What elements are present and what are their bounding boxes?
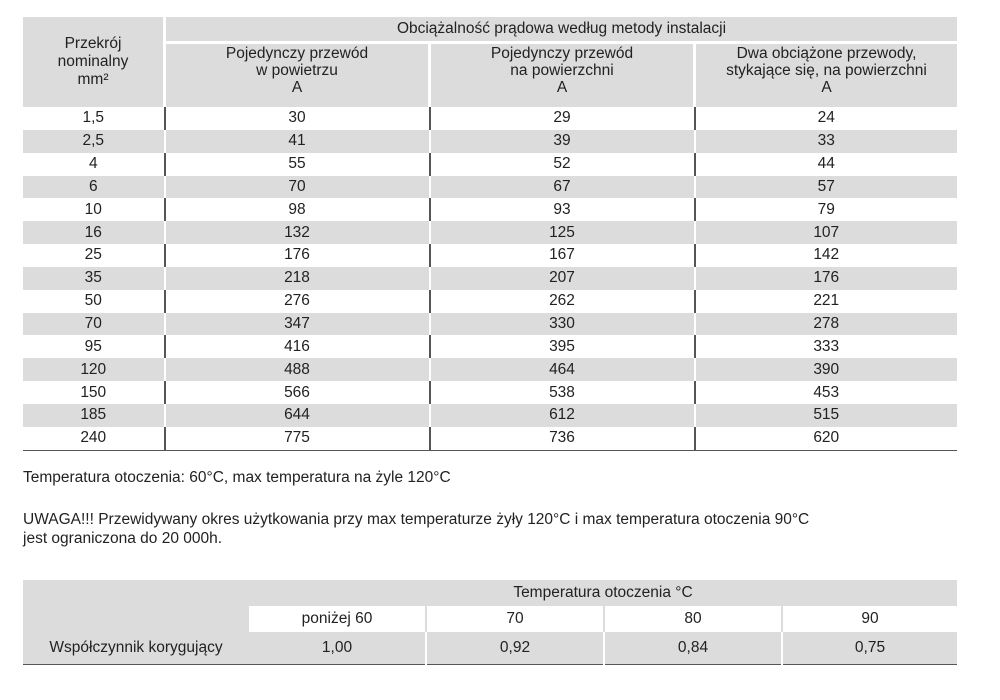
cross-section-cell: 120 bbox=[23, 358, 165, 381]
current-cell: 41 bbox=[165, 130, 430, 153]
current-cell: 278 bbox=[695, 313, 958, 336]
table-row bbox=[23, 107, 957, 130]
factor-value: 1,00 bbox=[249, 632, 426, 665]
current-cell: 176 bbox=[695, 267, 958, 290]
current-cell: 70 bbox=[165, 176, 430, 199]
current-cell: 464 bbox=[430, 358, 695, 381]
current-cell: 262 bbox=[430, 290, 695, 313]
current-cell: 515 bbox=[695, 404, 958, 427]
current-cell: 52 bbox=[430, 153, 695, 176]
table-row bbox=[23, 153, 957, 176]
current-cell: 775 bbox=[165, 427, 430, 450]
table-row bbox=[23, 404, 957, 427]
size-header: Przekrój nominalny mm² bbox=[23, 17, 165, 107]
current-cell: 736 bbox=[430, 427, 695, 450]
current-cell: 57 bbox=[695, 176, 958, 199]
method-surface-header: Pojedynczy przewód na powierzchni A bbox=[430, 43, 695, 108]
table-row bbox=[23, 335, 957, 358]
factor-value: 0,75 bbox=[782, 632, 957, 665]
cross-section-cell: 6 bbox=[23, 176, 165, 199]
current-cell: 107 bbox=[695, 221, 958, 244]
current-cell: 620 bbox=[695, 427, 958, 450]
table-row bbox=[23, 130, 957, 153]
current-cell: 79 bbox=[817, 200, 835, 218]
current-cell: 390 bbox=[695, 358, 958, 381]
current-cell: 98 bbox=[165, 198, 430, 221]
table-row bbox=[23, 198, 957, 221]
current-cell: 612 bbox=[430, 404, 695, 427]
current-cell: 44 bbox=[817, 155, 835, 173]
table-row bbox=[23, 221, 957, 244]
temp-header: 70 bbox=[426, 606, 604, 632]
method-air-header: Pojedynczy przewód w powietrzu A bbox=[165, 43, 430, 108]
warning-note bbox=[23, 510, 809, 548]
cross-section-cell: 70 bbox=[23, 313, 165, 336]
current-cell: 218 bbox=[165, 267, 430, 290]
current-cell: 207 bbox=[430, 267, 695, 290]
current-cell: 125 bbox=[430, 221, 695, 244]
factor-value: 0,84 bbox=[604, 632, 782, 665]
current-cell: 24 bbox=[817, 109, 835, 127]
current-cell: 644 bbox=[165, 404, 430, 427]
current-cell: 395 bbox=[430, 335, 695, 358]
current-cell: 93 bbox=[430, 198, 695, 221]
current-cell: 67 bbox=[430, 176, 695, 199]
current-capacity-table bbox=[23, 17, 957, 451]
cross-section-cell: 1,5 bbox=[23, 107, 165, 130]
cross-section-cell: 4 bbox=[23, 153, 165, 176]
warning-line-2: jest ograniczona do 20 000h. bbox=[23, 530, 223, 547]
cross-section-cell: 16 bbox=[23, 221, 165, 244]
corner-cell bbox=[23, 580, 249, 632]
current-cell: 330 bbox=[430, 313, 695, 336]
temp-header: 90 bbox=[782, 606, 957, 632]
table-row bbox=[23, 244, 957, 267]
table-body bbox=[23, 107, 957, 450]
ambient-temperature-header: Temperatura otoczenia °C bbox=[249, 580, 957, 606]
current-cell: 453 bbox=[813, 383, 840, 401]
current-cell: 29 bbox=[430, 107, 695, 130]
current-cell: 39 bbox=[430, 130, 695, 153]
ambient-temperature-note: Temperatura otoczenia: 60°C, max temperatura na żyle 120°C bbox=[23, 469, 451, 486]
installation-method-header: Obciążalność prądowa według metody instalacji bbox=[165, 17, 958, 43]
temp-header: 80 bbox=[604, 606, 782, 632]
table-row bbox=[23, 427, 957, 450]
cross-section-cell: 240 bbox=[23, 427, 165, 450]
cross-section-cell: 150 bbox=[23, 381, 165, 404]
table-row bbox=[23, 313, 957, 336]
temp-header: poniżej 60 bbox=[249, 606, 426, 632]
warning-line-1: UWAGA!!! Przewidywany okres użytkowania przy max temperaturze żyły 120°C i max temperatura otoczenia 90°C bbox=[23, 511, 810, 528]
cross-section-cell: 10 bbox=[23, 198, 165, 221]
current-cell: 538 bbox=[430, 381, 695, 404]
cross-section-cell: 35 bbox=[23, 267, 165, 290]
cross-section-cell: 25 bbox=[23, 244, 165, 267]
current-cell: 566 bbox=[165, 381, 430, 404]
cross-section-cell: 2,5 bbox=[23, 130, 165, 153]
table-row bbox=[23, 267, 957, 290]
current-cell: 142 bbox=[813, 246, 840, 264]
current-cell: 30 bbox=[165, 107, 430, 130]
current-cell: 221 bbox=[813, 292, 840, 310]
current-cell: 167 bbox=[430, 244, 695, 267]
factor-value: 0,92 bbox=[426, 632, 604, 665]
cross-section-cell: 185 bbox=[23, 404, 165, 427]
current-cell: 176 bbox=[165, 244, 430, 267]
current-cell: 33 bbox=[695, 130, 958, 153]
current-cell: 333 bbox=[813, 337, 840, 355]
current-cell: 276 bbox=[165, 290, 430, 313]
cross-section-cell: 95 bbox=[23, 335, 165, 358]
correction-factor-table bbox=[23, 580, 957, 665]
row-label: Współczynnik korygujący bbox=[23, 632, 249, 665]
current-cell: 347 bbox=[165, 313, 430, 336]
table-row bbox=[23, 381, 957, 404]
current-cell: 55 bbox=[165, 153, 430, 176]
cross-section-cell: 50 bbox=[23, 290, 165, 313]
current-cell: 488 bbox=[165, 358, 430, 381]
table-row bbox=[23, 358, 957, 381]
table-row bbox=[23, 176, 957, 199]
current-cell: 132 bbox=[165, 221, 430, 244]
cropped-heading bbox=[22, 0, 982, 8]
table-row bbox=[23, 290, 957, 313]
current-cell: 416 bbox=[165, 335, 430, 358]
method-touching-header: Dwa obciążone przewody, stykające się, na powierzchni A bbox=[695, 43, 958, 108]
